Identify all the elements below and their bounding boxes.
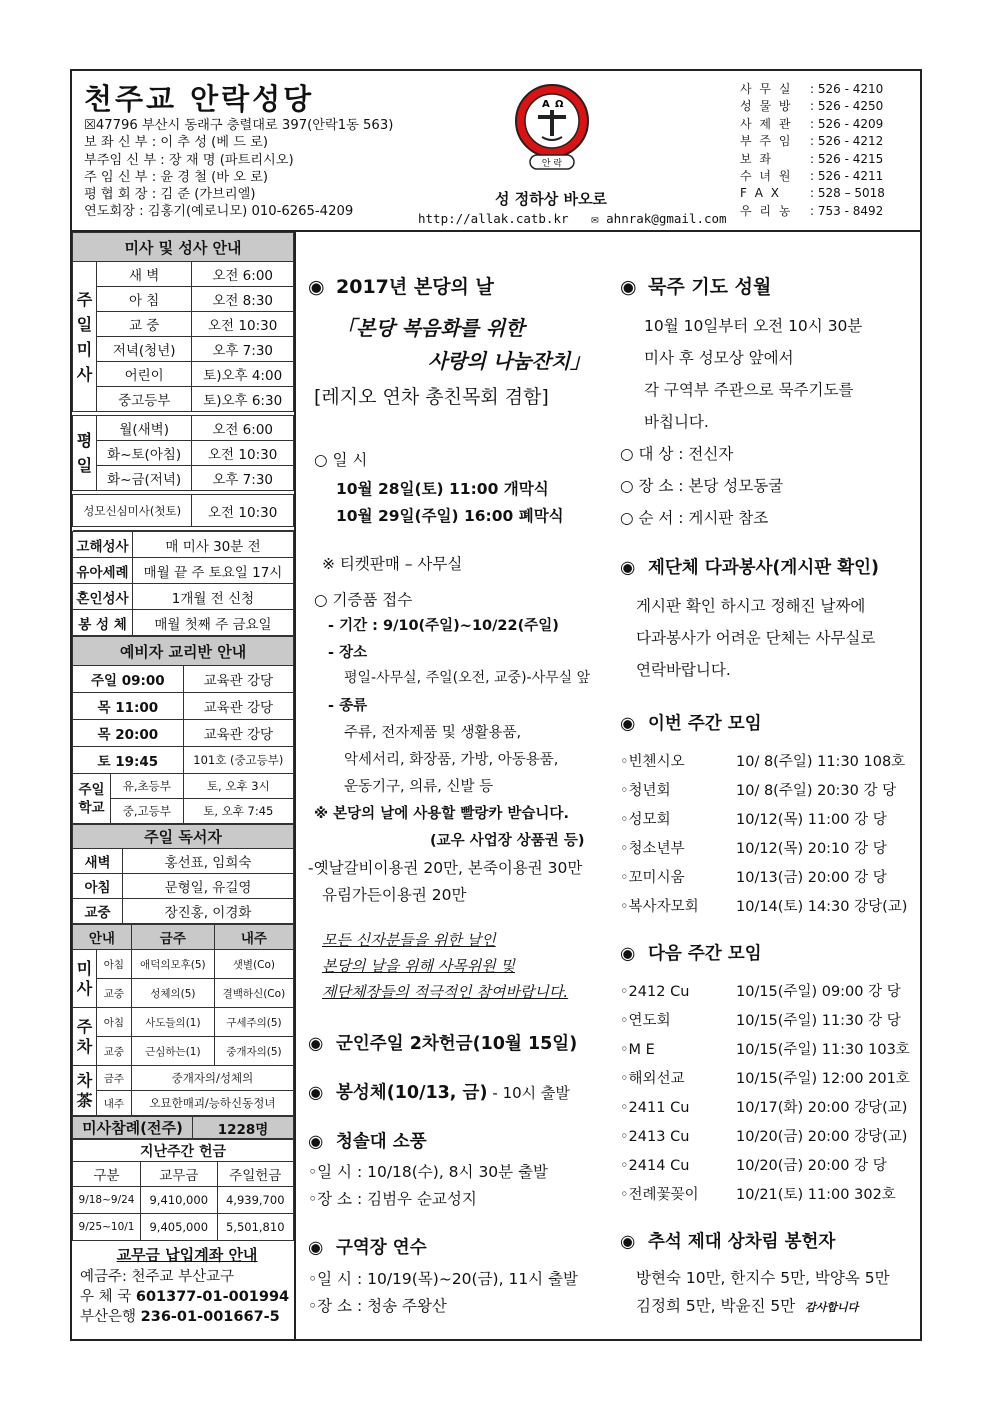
tea-text: 연락바랍니다.	[636, 661, 731, 679]
school-grade: 중,고등부	[111, 799, 184, 824]
phone-directory	[740, 81, 885, 220]
bullet-icon: ◉	[620, 714, 636, 734]
anniversary-heading: ◉ 2017년 본당의 날	[308, 276, 494, 298]
left-sidebar	[72, 232, 296, 1341]
attendance-table	[72, 1116, 294, 1139]
communion-heading: ◉ 봉성체(10/13, 금) - 10시 출발	[308, 1083, 570, 1103]
event-date: 10월 28일(토) 11:00 개막식	[336, 480, 549, 498]
sacrament-name: 고해성사	[73, 532, 133, 558]
bullet-icon: ◉	[308, 1238, 324, 1258]
mass-name: 화~토(아침)	[97, 441, 192, 466]
offering-sunday: 4,939,700	[217, 1187, 294, 1214]
mass-name: 교 중	[97, 312, 192, 337]
sunday-school-label: 주일 학교	[73, 774, 111, 824]
raffle-info: -옛날갈비이용권 20만, 본죽이용권 30만	[308, 859, 583, 877]
meeting-row: ◦복사자모회 10/14(토) 14:30 강당(교)	[620, 899, 908, 915]
class-time: 토 19:45	[73, 747, 184, 774]
website-link[interactable]: http://allak.catb.kr	[418, 211, 569, 226]
duty-group-label: 미 사	[73, 950, 97, 1008]
sacrament-table	[72, 531, 294, 636]
meeting-row: ◦꼬미시움 10/13(금) 20:00 강 당	[620, 870, 887, 886]
tea-duty: 중개자의/성체의	[131, 1066, 293, 1091]
bullet-icon: ◉	[308, 276, 325, 298]
section-title: 주일 독서자	[73, 825, 294, 849]
class-time: 목 11:00	[73, 693, 184, 720]
account-section	[72, 1241, 294, 1327]
thanks-text: 감사합니다	[805, 1301, 859, 1314]
rosary-text: 미사 후 성모상 앞에서	[644, 349, 794, 367]
phone-row: 부 주 임 : 526 - 4212	[740, 134, 884, 149]
attendance-value: 1228명	[193, 1117, 294, 1139]
church-info	[84, 117, 393, 221]
rosary-item: ○ 순 서 : 게시판 참조	[620, 509, 769, 527]
bullet-icon: ◉	[308, 1132, 324, 1152]
church-logo-icon	[512, 79, 592, 173]
sacrament-name: 혼인성사	[73, 584, 133, 610]
phone-row: 보 좌 : 526 - 4215	[740, 151, 884, 166]
appeal-text: 제단체장들의 적극적인 참여바랍니다.	[322, 983, 569, 1001]
svg-text:A: A	[542, 99, 550, 110]
rosary-heading: ◉ 묵주 기도 성월	[620, 276, 772, 298]
mass-time: 오전 10:30	[192, 495, 294, 527]
tea-duty: 오묘한매괴/능하신동정녀	[131, 1091, 293, 1116]
class-place: 교육관 강당	[183, 666, 293, 693]
district-info: ◦장 소 : 청송 주왕산	[308, 1297, 447, 1315]
military-sunday-heading: ◉ 군인주일 2차헌금(10월 15일)	[308, 1034, 578, 1054]
attendance-label: 미사참례(전주)	[73, 1117, 193, 1139]
youth-heading: ◉ 청솔대 소풍	[308, 1132, 427, 1152]
reader-mass: 교중	[73, 899, 123, 924]
raffle-info: 유림가든이용권 20만	[322, 886, 467, 904]
mass-time: 오전 10:30	[192, 441, 294, 466]
donation-place: 평일-사무실, 주일(오전, 교중)-사무실 앞	[344, 670, 591, 686]
section-title: 미사 및 성사 안내	[73, 233, 294, 262]
tea-service-heading: ◉ 제단체 다과봉사(게시판 확인)	[620, 558, 880, 578]
district-info: ◦일 시 : 10/19(목)~20(금), 11시 출발	[308, 1270, 579, 1288]
catechumen-table	[72, 636, 294, 824]
donors-text: 방현숙 10만, 한지수 5만, 박양옥 5만	[636, 1269, 890, 1287]
phone-row: 우 리 농 : 753 - 8492	[740, 203, 884, 218]
mass-time: 오전 6:00	[192, 262, 294, 287]
meeting-row: ◦2413 Cu 10/20(금) 20:00 강당(교)	[620, 1129, 908, 1145]
logo-text: 안 락	[541, 159, 563, 169]
class-place: 교육관 강당	[183, 693, 293, 720]
bullet-icon: ◉	[620, 944, 636, 964]
class-place: 101호 (중고등부)	[183, 747, 293, 774]
staff-line: 주 임 신 부 : 윤 경 철 (바 오 로)	[84, 169, 269, 185]
sacrament-info: 매 미사 30분 전	[133, 532, 294, 558]
offering-period: 9/25~10/1	[73, 1214, 141, 1241]
reader-names: 문형일, 유길영	[123, 874, 294, 899]
account-title: 교무금 납입계좌 안내	[116, 1246, 258, 1264]
phone-row: 성 물 방 : 526 - 4250	[740, 99, 884, 114]
offering-sunday: 5,501,810	[217, 1214, 294, 1241]
school-grade: 유,초등부	[111, 774, 184, 799]
duty-head: 금주	[131, 925, 214, 950]
mass-time: 토)오후 4:00	[192, 362, 294, 387]
duty-this-week: 애덕의모후(5)	[131, 950, 214, 979]
svg-text:Ω: Ω	[555, 99, 564, 110]
account-row: 부산은행 236-01-001667-5	[80, 1309, 280, 1325]
first-sat-mass: 성모신심미사(첫토)	[73, 495, 192, 527]
rosary-text: 각 구역부 주관으로 묵주기도를	[644, 381, 854, 399]
duty-next-week: 결백하신(Co)	[214, 979, 293, 1008]
mass-name: 중고등부	[97, 387, 192, 412]
event-date: 10월 29일(주일) 16:00 폐막식	[336, 507, 564, 525]
anniversary-subtitle: [레지오 연차 총친목회 겸함]	[314, 386, 549, 408]
donation-kinds: 악세서리, 화장품, 가방, 아동용품,	[344, 752, 559, 768]
mass-time: 오전 10:30	[192, 312, 294, 337]
raffle-info: ※ 본당의 날에 사용할 빨랑카 받습니다.	[314, 806, 569, 822]
mass-schedule-table	[72, 232, 294, 531]
duty-mass: 교중	[97, 1037, 132, 1066]
anniversary-subtitle: 사랑의 나눔잔치」	[428, 349, 591, 373]
mass-name: 저녁(청년)	[97, 337, 192, 362]
meeting-row: ◦빈첸시오 10/ 8(주일) 11:30 108호	[620, 754, 906, 770]
reader-names: 장진홍, 이경화	[123, 899, 294, 924]
sacrament-info: 매월 첫째 주 금요일	[133, 610, 294, 636]
readers-table	[72, 824, 294, 924]
this-week-heading: ◉ 이번 주간 모임	[620, 714, 762, 734]
offering-head: 구분	[73, 1162, 141, 1187]
rosary-item: ○ 대 상 : 전신자	[620, 445, 734, 463]
web-links	[418, 211, 727, 226]
sunday-label: 주 일 미 사	[73, 262, 97, 412]
sacrament-info: 매월 끝 주 토요일 17시	[133, 558, 294, 584]
duty-group-label: 차 茶	[73, 1066, 97, 1116]
class-time: 목 20:00	[73, 720, 184, 747]
staff-line: 평 협 회 장 : 김 준 (가브리엘)	[84, 187, 256, 203]
appeal-text: 모든 신자분들을 위한 날인	[322, 931, 496, 949]
duty-mass: 교중	[97, 979, 132, 1008]
meeting-row: ◦해외선교 10/15(주일) 12:00 201호	[620, 1071, 910, 1087]
raffle-info: (교우 사업장 상품권 등)	[430, 833, 585, 849]
reader-mass: 아침	[73, 874, 123, 899]
meeting-row: ◦2411 Cu 10/17(화) 20:00 강당(교)	[620, 1100, 908, 1116]
duty-table	[72, 924, 294, 1116]
phone-row: 사 무 실 : 526 - 4210	[740, 82, 884, 96]
reader-names: 홍선표, 임희숙	[123, 849, 294, 874]
tea-text: 다과봉사가 어려운 단체는 사무실로	[636, 629, 876, 647]
sacrament-name: 유아세례	[73, 558, 133, 584]
weekday-label: 평 일	[73, 416, 97, 491]
donors-text: 김정희 5만, 박윤진 5만 감사합니다	[636, 1297, 859, 1315]
church-address: ☒47796 부산시 동래구 충렬대로 397(안락1동 563)	[84, 118, 394, 133]
duty-head: 내주	[214, 925, 293, 950]
mass-name: 새 벽	[97, 262, 192, 287]
bullet-icon: ◉	[620, 558, 636, 578]
mass-time: 오후 7:30	[192, 466, 294, 491]
bullet-icon: ◉	[620, 1232, 636, 1252]
duty-mass: 아침	[97, 950, 132, 979]
meeting-row: ◦2414 Cu 10/20(금) 20:00 강 당	[620, 1158, 887, 1174]
offering-tithe: 9,405,000	[141, 1214, 218, 1241]
donation-kinds: 주류, 전자제품 및 생활용품,	[344, 725, 522, 741]
mass-time: 오전 6:00	[192, 416, 294, 441]
meeting-row: ◦전례꽃꽂이 10/21(토) 11:00 302호	[620, 1187, 896, 1203]
donation-place-label: - 장소	[328, 645, 368, 661]
mass-time: 오후 7:30	[192, 337, 294, 362]
offering-tithe: 9,410,000	[141, 1187, 218, 1214]
meeting-row: ◦성모회 10/12(목) 11:00 강 당	[620, 812, 887, 828]
mass-name: 아 침	[97, 287, 192, 312]
duty-mass: 아침	[97, 1008, 132, 1037]
donors-heading: ◉ 추석 제대 상차림 봉헌자	[620, 1232, 836, 1252]
rosary-text: 10월 10일부터 오전 10시 30분	[644, 317, 863, 335]
sacrament-info: 1개월 전 신청	[133, 584, 294, 610]
duty-head: 안내	[73, 925, 132, 950]
staff-line: 연도회장 : 김홍기(예로니모) 010-6265-4209	[84, 204, 354, 220]
email-link[interactable]: ahnrak@gmail.com	[606, 211, 727, 226]
bullet-icon: ◉	[308, 1034, 324, 1054]
school-time: 토, 오후 3시	[183, 774, 293, 799]
duty-next-week: 중개자의(5)	[214, 1037, 293, 1066]
meeting-row: ◦M E 10/15(주일) 11:30 103호	[620, 1042, 910, 1058]
mail-icon: ✉	[591, 211, 599, 226]
staff-line: 보 좌 신 부 : 이 추 성 (베 드 로)	[84, 135, 269, 151]
phone-row: 사 제 관 : 526 - 4209	[740, 116, 884, 131]
offering-head: 주일헌금	[217, 1162, 294, 1187]
duty-week: 내주	[97, 1091, 132, 1116]
phone-row: 수 녀 원 : 526 - 4211	[740, 169, 884, 184]
duty-week: 금주	[97, 1066, 132, 1091]
bullet-icon: ◉	[620, 276, 637, 298]
offering-period: 9/18~9/24	[73, 1187, 141, 1214]
donation-kind-label: - 종류	[328, 698, 368, 714]
meeting-row: ◦청소년부 10/12(목) 20:10 강 당	[620, 841, 887, 857]
anniversary-subtitle: 「본당 복음화를 위한	[336, 316, 525, 340]
section-title: 예비자 교리반 안내	[73, 637, 294, 666]
phone-row: F A X : 528 – 5018	[740, 186, 885, 201]
duty-this-week: 성체의(5)	[131, 979, 214, 1008]
reader-mass: 새벽	[73, 849, 123, 874]
meeting-row: ◦2412 Cu 10/15(주일) 09:00 강 당	[620, 984, 901, 1000]
duty-next-week: 구세주의(5)	[214, 1008, 293, 1037]
rosary-item: ○ 장 소 : 본당 성모동굴	[620, 477, 784, 495]
duty-group-label: 주 차	[73, 1008, 97, 1066]
school-time: 토, 오후 7:45	[183, 799, 293, 824]
class-place: 교육관 강당	[183, 720, 293, 747]
sacrament-name: 봉 성 체	[73, 610, 133, 636]
ticket-info: ※ 티켓판매 – 사무실	[322, 555, 463, 573]
meeting-row: ◦청년회 10/ 8(주일) 20:30 강 당	[620, 783, 897, 799]
duty-this-week: 근심하는(1)	[131, 1037, 214, 1066]
account-row: 우 체 국 601377-01-001994	[80, 1289, 290, 1305]
staff-line: 부주임 신 부 : 장 재 명 (파트리시오)	[84, 152, 294, 168]
patron-saint: 성 정하상 바오로	[495, 190, 607, 208]
donation-label: ○ 기증품 접수	[314, 591, 413, 609]
mass-time: 오전 8:30	[192, 287, 294, 312]
youth-info: ◦일 시 : 10/18(수), 8시 30분 출발	[308, 1163, 549, 1181]
duty-this-week: 사도들의(1)	[131, 1008, 214, 1037]
district-heading: ◉ 구역장 연수	[308, 1238, 427, 1258]
donation-kinds: 운동기구, 의류, 신발 등	[344, 779, 494, 795]
rosary-text: 바칩니다.	[644, 413, 709, 431]
account-row: 예금주: 천주교 부산교구	[80, 1269, 235, 1285]
offering-table	[72, 1139, 294, 1241]
date-label: ○ 일 시	[314, 451, 368, 469]
mass-name: 화~금(저녁)	[97, 466, 192, 491]
bulletin-frame	[70, 69, 922, 1341]
duty-next-week: 샛별(Co)	[214, 950, 293, 979]
church-title: 천주교 안락성당	[84, 82, 315, 116]
section-title: 지난주간 헌금	[73, 1140, 294, 1162]
class-time: 주일 09:00	[73, 666, 184, 693]
appeal-text: 본당의 날을 위해 사목위원 및	[322, 957, 515, 975]
mass-name: 어린이	[97, 362, 192, 387]
next-week-heading: ◉ 다음 주간 모임	[620, 944, 762, 964]
donation-period: - 기간 : 9/10(주일)~10/22(주일)	[328, 618, 559, 634]
mass-time: 토)오후 6:30	[192, 387, 294, 412]
youth-info: ◦장 소 : 김범우 순교성지	[308, 1190, 477, 1208]
tea-text: 게시판 확인 하시고 정해진 날짜에	[636, 597, 866, 615]
bullet-icon: ◉	[308, 1083, 324, 1103]
offering-head: 교무금	[141, 1162, 218, 1187]
meeting-row: ◦연도회 10/15(주일) 11:30 강 당	[620, 1013, 901, 1029]
bulletin-header	[72, 71, 920, 232]
mass-name: 월(새벽)	[97, 416, 192, 441]
